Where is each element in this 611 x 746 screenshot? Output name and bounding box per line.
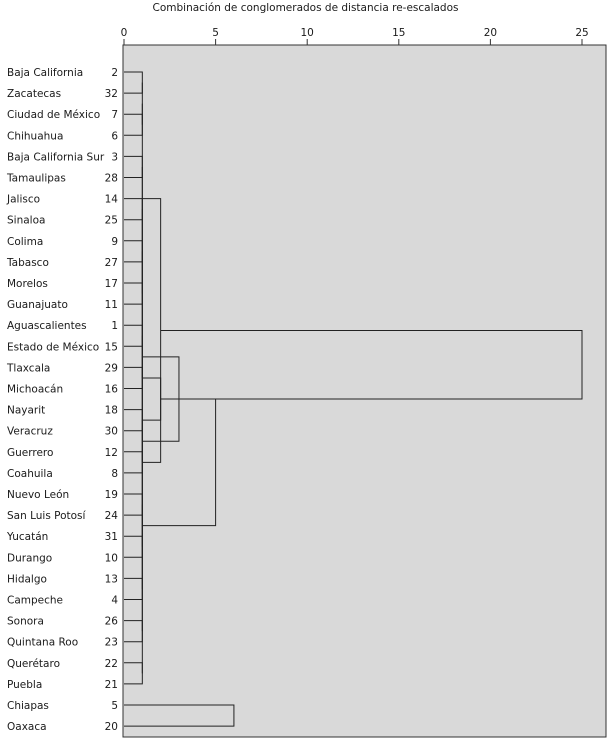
leaf-label: Nuevo León [7,489,70,501]
leaf-id: 32 [104,88,118,101]
leaf-id: 29 [104,362,118,375]
leaf-label: Chihuahua [7,130,64,143]
leaf-id: 14 [104,193,118,206]
leaf-label: Veracruz [7,425,53,438]
leaf-id: 11 [104,299,118,312]
leaf-id: 18 [104,404,118,417]
leaf-id: 8 [111,467,118,480]
leaf-label: San Luis Potosí [7,510,86,523]
leaf-label: Ciudad de México [7,109,101,122]
leaf-label: Aguascalientes [7,320,87,333]
leaf-label: Quintana Roo [7,636,79,649]
leaf-label: Durango [7,552,53,565]
chart-title: Combinación de conglomerados de distancia re-escalados [152,2,459,14]
leaf-id: 25 [104,214,118,227]
leaf-id: 13 [104,573,118,586]
leaf-label: Nayarit [7,404,46,417]
leaf-label: Jalisco [7,193,41,206]
leaf-id: 24 [104,510,118,523]
leaf-id: 1 [111,320,118,333]
leaf-label: Guanajuato [7,299,68,312]
leaf-label: Sonora [7,615,44,628]
leaf-label: Oaxaca [7,721,47,734]
leaf-id: 30 [104,425,118,438]
leaf-id: 20 [104,721,118,734]
leaf-label: Baja California Sur [7,151,105,164]
leaf-id: 26 [104,615,118,628]
leaf-label: Zacatecas [7,88,62,101]
leaf-id: 2 [111,67,118,79]
leaf-id: 6 [111,130,118,143]
leaf-label: Coahuila [7,467,53,480]
leaf-id: 4 [111,594,118,607]
leaf-label: Hidalgo [7,573,47,586]
leaf-id: 27 [104,256,118,269]
leaf-id: 12 [104,446,118,459]
leaf-label: Estado de México [7,341,100,354]
x-tick-label: 0 [120,27,128,39]
leaf-id: 10 [104,552,118,565]
leaf-id: 16 [104,383,118,396]
leaf-id: 28 [104,172,118,185]
leaf-label: Querétaro [7,657,60,670]
leaf-id: 3 [111,151,118,164]
leaf-label: Colima [7,235,44,248]
leaf-label: Tamaulipas [7,172,66,185]
leaf-id: 9 [111,235,118,248]
leaf-id: 7 [111,109,118,122]
leaf-id: 21 [104,678,118,691]
x-tick-label: 15 [392,27,406,39]
leaf-id: 15 [104,341,118,354]
plot-area [123,45,606,737]
leaf-id: 19 [104,489,118,501]
leaf-id: 5 [111,700,118,712]
leaf-label: Chiapas [7,700,49,712]
leaf-label: Yucatán [7,531,49,544]
leaf-label: Tabasco [7,256,49,269]
x-tick-label: 5 [212,27,219,39]
leaf-id: 22 [104,657,118,670]
leaf-label: Michoacán [7,383,64,396]
leaf-label: Morelos [7,278,48,290]
leaf-label: Puebla [7,678,43,691]
leaf-label: Tlaxcala [7,362,51,375]
leaf-label: Sinaloa [7,214,46,227]
leaf-id: 17 [104,278,118,290]
leaf-label: Guerrero [7,446,54,459]
x-tick-label: 25 [575,27,589,39]
leaf-id: 23 [104,636,118,649]
leaf-id: 31 [104,531,118,544]
x-tick-label: 20 [483,27,498,39]
leaf-label: Baja California [7,67,84,79]
x-tick-label: 10 [300,27,314,39]
leaf-label: Campeche [7,594,64,607]
